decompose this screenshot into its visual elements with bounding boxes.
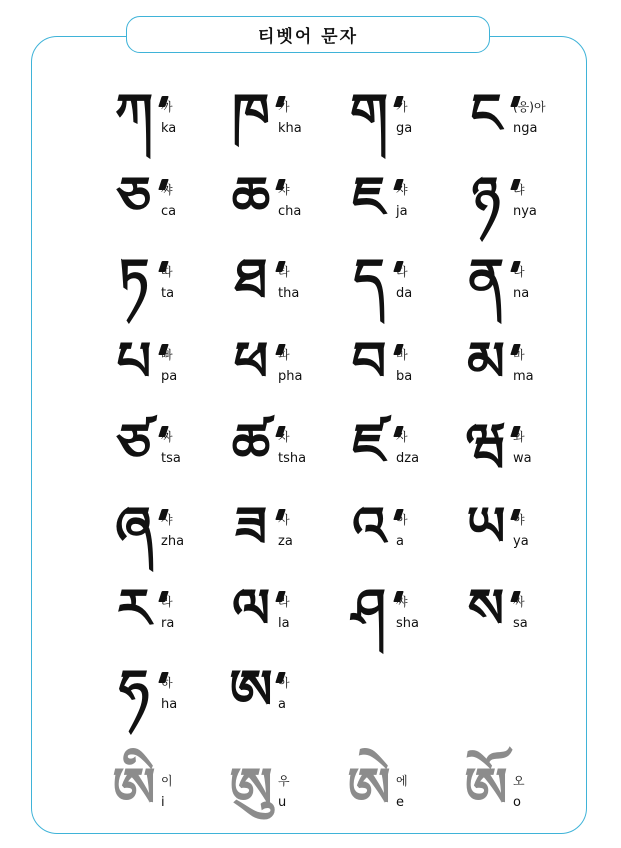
romanization-label: ca bbox=[161, 204, 177, 219]
romanization-label: nya bbox=[513, 204, 537, 219]
tibetan-glyph: ཀ bbox=[114, 81, 154, 145]
romanization-label: sha bbox=[396, 616, 419, 631]
tibetan-glyph: ས bbox=[467, 576, 505, 640]
romanization-label: da bbox=[396, 286, 413, 301]
romanization-label: tsha bbox=[278, 451, 307, 466]
letter-cell bbox=[338, 576, 456, 657]
korean-label: 까 bbox=[161, 100, 173, 114]
letter-cell bbox=[103, 81, 221, 162]
korean-label: 아 bbox=[396, 513, 408, 527]
letter-cell bbox=[220, 494, 338, 575]
vowel-cell bbox=[103, 755, 221, 836]
korean-label: 다 bbox=[396, 265, 408, 279]
tibetan-glyph: ན bbox=[467, 246, 505, 310]
letter-cell bbox=[455, 246, 573, 327]
tibetan-glyph: པ bbox=[116, 329, 152, 393]
korean-label: 빠 bbox=[161, 348, 173, 362]
korean-label: 싸 bbox=[513, 595, 525, 609]
letter-cell bbox=[220, 164, 338, 245]
letter-cell bbox=[103, 164, 221, 245]
romanization-label: kha bbox=[278, 121, 302, 136]
romanization-label: u bbox=[278, 795, 287, 810]
tibetan-glyph: ཕ bbox=[233, 329, 269, 393]
korean-label: 이 bbox=[161, 774, 173, 788]
korean-label: 사 bbox=[278, 513, 290, 527]
romanization-label: zha bbox=[161, 534, 185, 549]
korean-label: 오 bbox=[513, 774, 525, 788]
tibetan-glyph: ཅ bbox=[116, 164, 152, 228]
tibetan-glyph: ལ bbox=[231, 576, 271, 640]
romanization-label: za bbox=[278, 534, 293, 549]
romanization-label: i bbox=[161, 795, 165, 810]
letter-cell bbox=[103, 411, 221, 492]
korean-label: 쨔 bbox=[161, 183, 173, 197]
korean-label: 아 bbox=[278, 676, 290, 690]
korean-label: 카 bbox=[278, 100, 290, 114]
romanization-label: a bbox=[396, 534, 404, 549]
letter-cell bbox=[338, 411, 456, 492]
letter-cell bbox=[103, 657, 221, 738]
korean-label: 쌰 bbox=[396, 595, 408, 609]
korean-label: 바 bbox=[396, 348, 408, 362]
korean-label: 자 bbox=[396, 430, 408, 444]
tibetan-glyph: ཝ bbox=[465, 411, 507, 475]
tibetan-glyph: ད bbox=[353, 246, 385, 310]
tibetan-glyph: མ bbox=[467, 329, 505, 393]
romanization-label: ha bbox=[161, 697, 178, 712]
letter-cell bbox=[455, 411, 573, 492]
tibetan-glyph: ཏ bbox=[118, 246, 150, 310]
letter-cell bbox=[455, 164, 573, 245]
korean-label: 라 bbox=[278, 595, 290, 609]
romanization-label: ka bbox=[161, 121, 177, 136]
korean-label: 우 bbox=[278, 774, 290, 788]
romanization-label: nga bbox=[513, 121, 538, 136]
tibetan-glyph: ཞ bbox=[115, 494, 153, 558]
romanization-label: sa bbox=[513, 616, 528, 631]
page-title: 티벳어 문자 bbox=[126, 16, 490, 53]
romanization-label: pha bbox=[278, 369, 303, 384]
letter-cell bbox=[455, 329, 573, 410]
korean-label: 쟈 bbox=[396, 183, 408, 197]
korean-label: 하 bbox=[161, 676, 173, 690]
letter-cell bbox=[103, 576, 221, 657]
korean-label: 가 bbox=[396, 100, 408, 114]
tibetan-glyph: ཉ bbox=[471, 164, 501, 228]
korean-label: 타 bbox=[278, 265, 290, 279]
korean-label: 마 bbox=[513, 348, 525, 362]
letter-cell bbox=[455, 494, 573, 575]
tibetan-glyph: ཁ bbox=[232, 81, 270, 145]
korean-label: 라 bbox=[161, 595, 173, 609]
letter-cell bbox=[338, 246, 456, 327]
korean-label: 챠 bbox=[278, 183, 290, 197]
letter-cell bbox=[338, 329, 456, 410]
letter-cell bbox=[220, 411, 338, 492]
tibetan-glyph: ཛ bbox=[352, 411, 386, 475]
tibetan-glyph: ར bbox=[117, 576, 151, 640]
letter-cell bbox=[220, 81, 338, 162]
tibetan-glyph: ཨོ bbox=[464, 755, 508, 819]
tibetan-glyph: འ bbox=[351, 494, 387, 558]
romanization-label: dza bbox=[396, 451, 420, 466]
romanization-label: ba bbox=[396, 369, 413, 384]
tibetan-glyph: ཨུ bbox=[229, 755, 273, 819]
romanization-label: o bbox=[513, 795, 521, 810]
korean-label: 냐 bbox=[513, 183, 525, 197]
romanization-label: ya bbox=[513, 534, 529, 549]
letter-cell bbox=[103, 246, 221, 327]
vowel-cell bbox=[338, 755, 456, 836]
letter-cell bbox=[338, 164, 456, 245]
romanization-label: wa bbox=[513, 451, 532, 466]
tibetan-glyph: ཙ bbox=[116, 411, 152, 475]
tibetan-glyph: ཧ bbox=[118, 657, 150, 721]
korean-label: 짜 bbox=[161, 430, 173, 444]
tibetan-glyph: ཇ bbox=[352, 164, 386, 228]
vowel-cell bbox=[455, 755, 573, 836]
tibetan-glyph: ཤ bbox=[351, 576, 387, 640]
korean-label: 나 bbox=[513, 265, 525, 279]
korean-label: 샤 bbox=[161, 513, 173, 527]
korean-label: 에 bbox=[396, 774, 408, 788]
letter-cell bbox=[220, 657, 338, 738]
tibetan-glyph: ཟ bbox=[234, 494, 268, 558]
romanization-label: pa bbox=[161, 369, 178, 384]
romanization-label: ma bbox=[513, 369, 534, 384]
tibetan-glyph: ཨེ bbox=[347, 755, 391, 819]
tibetan-glyph: ཐ bbox=[234, 246, 268, 310]
korean-label: (응)아 bbox=[513, 100, 546, 114]
tibetan-glyph: ང bbox=[470, 81, 502, 145]
letter-cell bbox=[103, 494, 221, 575]
romanization-label: na bbox=[513, 286, 530, 301]
korean-label: 와 bbox=[513, 430, 525, 444]
letter-cell bbox=[103, 329, 221, 410]
korean-label: 파 bbox=[278, 348, 290, 362]
romanization-label: ga bbox=[396, 121, 413, 136]
tibetan-glyph: བ bbox=[351, 329, 387, 393]
tibetan-glyph: ཆ bbox=[231, 164, 271, 228]
letter-cell bbox=[455, 81, 573, 162]
letter-cell bbox=[220, 246, 338, 327]
tibetan-glyph: ཨི bbox=[112, 755, 156, 819]
romanization-label: cha bbox=[278, 204, 302, 219]
korean-label: 차 bbox=[278, 430, 290, 444]
romanization-label: tha bbox=[278, 286, 300, 301]
romanization-label: ra bbox=[161, 616, 175, 631]
letter-cell bbox=[338, 81, 456, 162]
tibetan-glyph: ཚ bbox=[231, 411, 271, 475]
korean-label: 야 bbox=[513, 513, 525, 527]
tibetan-glyph: ག bbox=[349, 81, 389, 145]
romanization-label: e bbox=[396, 795, 404, 810]
letter-cell bbox=[220, 576, 338, 657]
vowel-cell bbox=[220, 755, 338, 836]
romanization-label: tsa bbox=[161, 451, 181, 466]
tibetan-glyph: ཡ bbox=[466, 494, 506, 558]
romanization-label: a bbox=[278, 697, 286, 712]
tibetan-glyph: ཨ bbox=[229, 657, 273, 721]
letter-cell bbox=[220, 329, 338, 410]
romanization-label: ja bbox=[396, 204, 408, 219]
korean-label: 따 bbox=[161, 265, 173, 279]
romanization-label: la bbox=[278, 616, 290, 631]
romanization-label: ta bbox=[161, 286, 175, 301]
letter-cell bbox=[455, 576, 573, 657]
letter-cell bbox=[338, 494, 456, 575]
